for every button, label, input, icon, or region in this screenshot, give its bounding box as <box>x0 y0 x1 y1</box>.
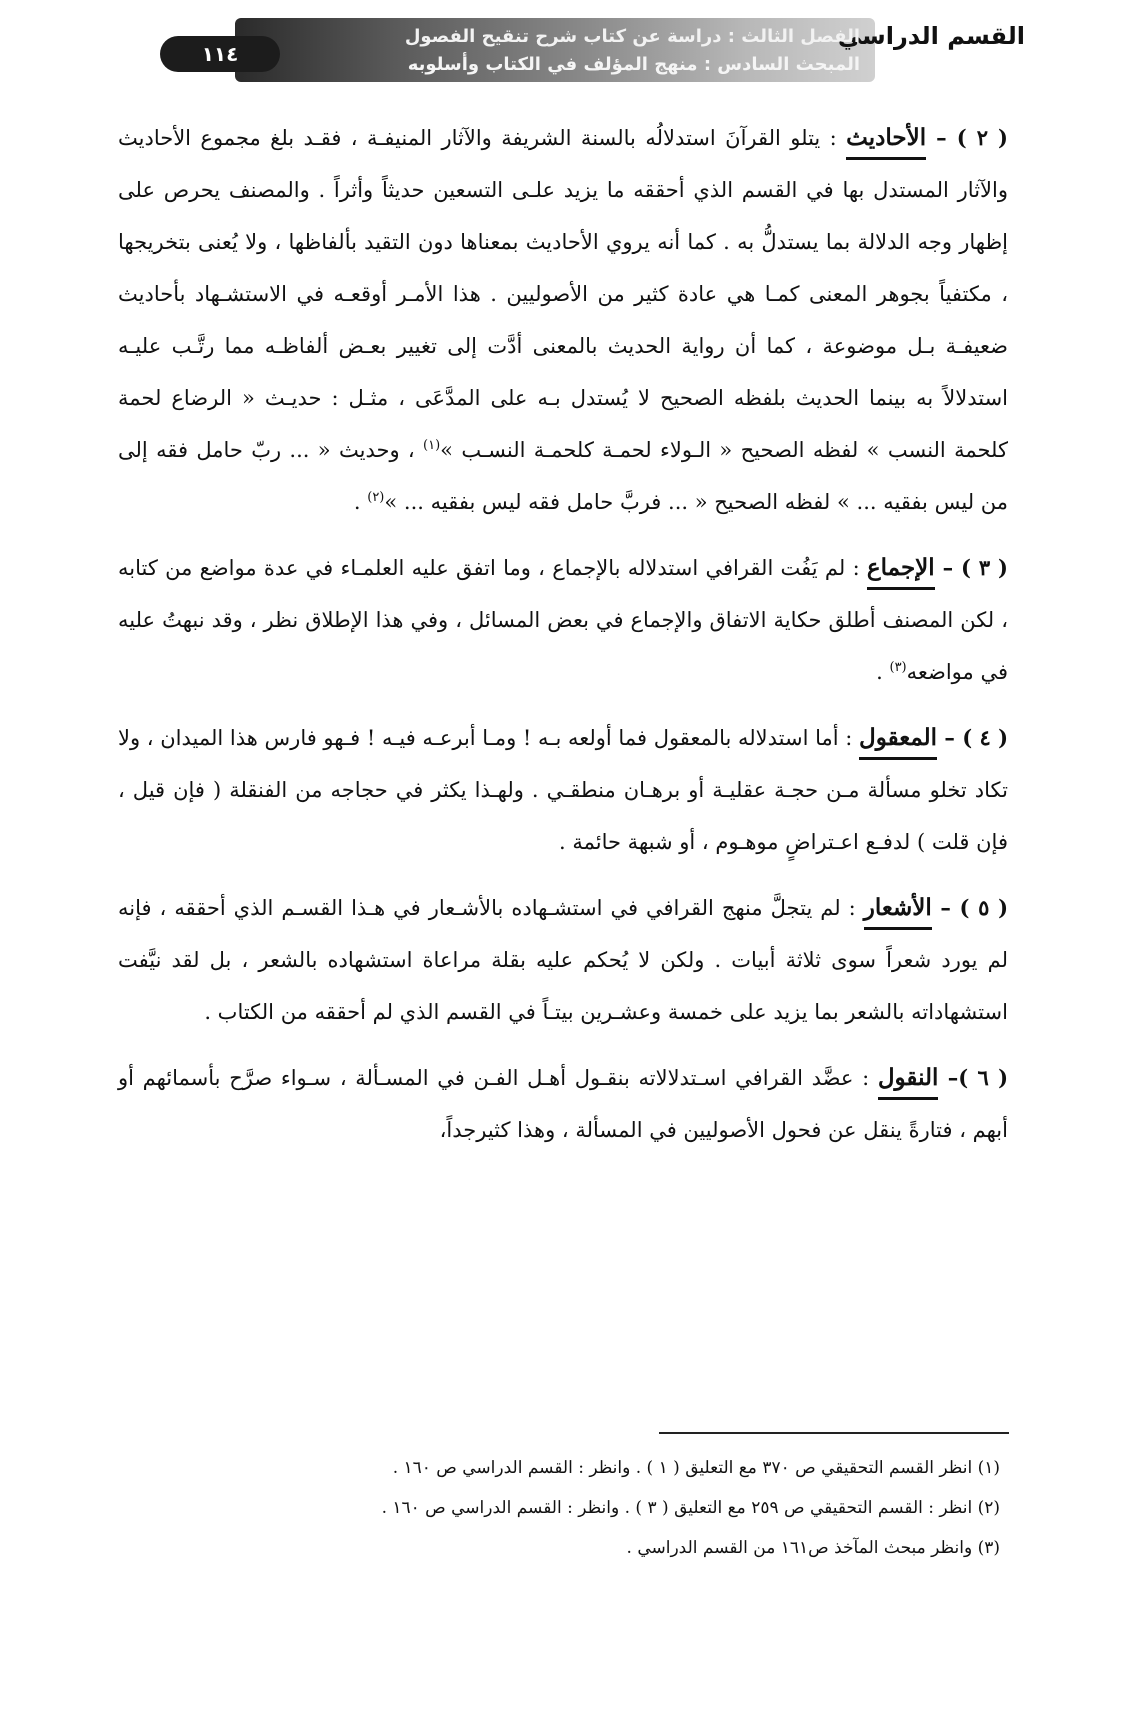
footnote-ref: (١) <box>423 438 441 453</box>
item-number: ( ٣ ) – <box>934 555 1008 580</box>
paragraph-text: . <box>876 660 890 684</box>
header-subsection: المبحث السادس : منهج المؤلف في الكتاب وأسلوبه <box>407 54 860 75</box>
footnote-ref: (٣) <box>889 660 907 675</box>
paragraph-text: : يتلو القرآنَ استدلالُه بالسنة الشريفة والآثار المنيفـة ، فقـد بلغ مجموع الأحاديث والآثار المستدل بها في القسم الذي أحققه ما يزيد علـى التسعين حديثاً وأثراً . والمصنف يحرص على إظهار وجه الدلالة بما يستدلُّ به . كما أنه يروي الأحاديث بمعناها دون التقيد بألفاظها ، ولا يُعنى بتخريجها ، مكتفياً بجوهر المعنى كمـا هي عادة كثير من الأصوليين . هذا الأمـر أوقعـه في الاستشـهاد بأحاديث ضعيفـة بـل موضوعة ، كما أن رواية الحديث بالمعنى أدَّت إلى تغيير بعـض ألفاظـه مما رتَّـب عليـه استدلالاً به بينما الحديث بلفظه الصحيح لا يُستدل بـه على المدَّعَى ، مثـل : حديـث « الرضاع لحمة كلحمة النسب » لفظه الصحيح « الـولاء لحمـة كلحمـة النسـب » <box>118 126 1009 462</box>
paragraph-hadith <box>118 112 1008 528</box>
paragraph-ijma <box>118 542 1008 698</box>
paragraph-ashaar <box>118 882 1008 1038</box>
page-body <box>118 112 1008 1170</box>
item-number: ( ٥ ) – <box>931 895 1008 920</box>
paragraph-text: : لم يَفُت القرافي استدلاله بالإجماع ، وما اتفق عليه العلمـاء في عدة مواضع من كتابه ، لكن المصنف أطلق حكاية الاتفاق والإجماع في بعض المسائل ، وفي هذا الإطلاق نظر ، وقد نبهتُ عليه في مواضعه <box>118 556 1008 684</box>
item-number: ( ٦ )– <box>938 1065 1009 1090</box>
item-term: الأحاديث <box>846 118 926 158</box>
paragraph-text: ، وحديث « ... ربّ حامل فقه إلى من ليس بفقيه ... » لفظه الصحيح « ... فربَّ حامل فقه ليس بفقيه ... » <box>118 438 1008 514</box>
item-term: الإجماع <box>867 548 935 588</box>
paragraph-text: : عضَّد القرافي اسـتدلالاته بنقـول أهـل الفـن في المسـألة ، سـواء صرَّح بأسمائهم أو أبهم ، فتارةً ينقل عن فحول الأصوليين في المسألة ، وهذا كثيرجداً، <box>118 1066 1008 1142</box>
footnote-divider <box>659 1432 1009 1434</box>
header-section-title: القسم الدراسي <box>837 22 1025 50</box>
footnote-ref: (٢) <box>367 490 385 505</box>
paragraph-text: : لم يتجلَّ منهج القرافي في استشـهاده بالأشـعار في هـذا القسـم الذي أحققه ، فإنه لم يورد شعراً سوى ثلاثة أبيات . ولكن لا يُحكم عليه بقلة مراعاة استشهاده بالشعر ، بل لقد نيَّفت استشهاداته بالشعر بما يزيد على خمسة وعشـرين بيتـاً في القسم الذي لم أحققه من الكتاب . <box>118 896 1008 1024</box>
footnotes <box>118 1448 1008 1568</box>
page-header <box>110 14 1025 90</box>
footnote-1: (١) انظر القسم التحقيقي ص ٣٧٠ مع التعليق ( ١ ) . وانظر : القسم الدراسي ص ١٦٠ . <box>392 1458 1000 1478</box>
footnote-2: (٢) انظر : القسم التحقيقي ص ٢٥٩ مع التعليق ( ٣ ) . وانظر : القسم الدراسي ص ١٦٠ . <box>381 1498 1000 1518</box>
item-number: ( ٤ ) – <box>937 725 1009 750</box>
footnote-3: (٣) وانظر مبحث المآخذ ص١٦١ من القسم الدراسي . <box>626 1538 1000 1558</box>
item-term: المعقول <box>859 718 937 758</box>
paragraph-text: . <box>353 490 368 514</box>
item-term: النقول <box>878 1058 939 1098</box>
header-chapter: الفصل الثالث : دراسة عن كتاب شرح تنقيح الفصول <box>404 26 860 47</box>
paragraph-nuqul <box>118 1052 1008 1156</box>
item-number: ( ٢ ) – <box>926 125 1008 150</box>
item-term: الأشعار <box>864 888 932 928</box>
page-number: ١١٤ <box>160 36 280 72</box>
paragraph-text: : أما استدلاله بالمعقول فما أولعه بـه ! ومـا أبرعـه فيـه ! فـهو فارس هذا الميدان ، ولا تكاد تخلو مسألة مـن حجـة عقليـة أو برهـان منطقـي . ولهـذا يكثر في حجاجه من الفنقلة ( فإن قيل ، فإن قلت ) لدفـع اعـتراضٍ موهـوم ، أو شبهة حائمة . <box>118 726 1008 854</box>
paragraph-maqul <box>118 712 1008 868</box>
